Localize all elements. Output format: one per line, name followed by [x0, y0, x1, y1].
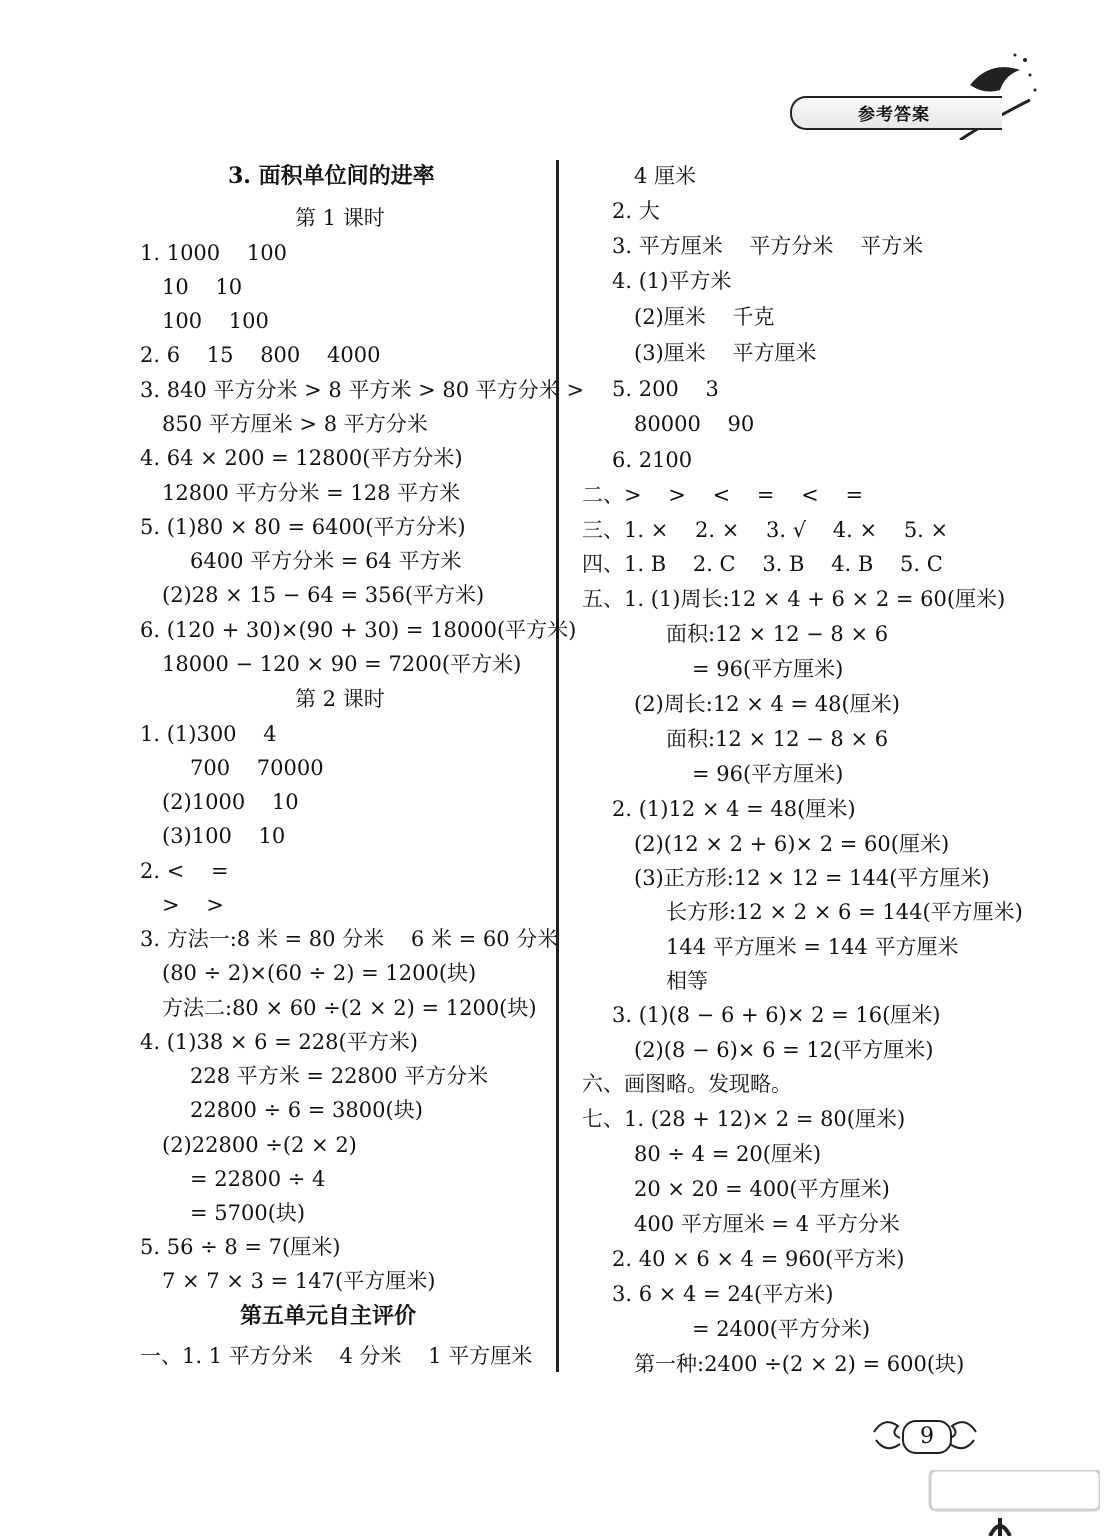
answer-line: 3. (1)(8 − 6 + 6)× 2 = 16(厘米) — [612, 1003, 941, 1027]
answer-line: 1. 1000 100 — [140, 241, 287, 265]
answer-line: > > — [162, 893, 224, 917]
answer-line: 2. 大 — [612, 199, 660, 223]
answer-line: (2)周长:12 × 4 = 48(厘米) — [634, 692, 900, 716]
answer-line: = 96(平方厘米) — [692, 657, 844, 681]
answer-line: 面积:12 × 12 − 8 × 6 — [666, 727, 889, 751]
answer-line: 5. 56 ÷ 8 = 7(厘米) — [140, 1235, 341, 1259]
answer-line: 3. 840 平方分米 > 8 平方米 > 80 平方分米 > — [140, 378, 585, 402]
answer-line: = 2400(平方分米) — [692, 1317, 871, 1341]
answer-line: 4 厘米 — [634, 164, 697, 188]
answer-line: 五、1. (1)周长:12 × 4 + 6 × 2 = 60(厘米) — [582, 587, 1006, 611]
answer-line: 12800 平方分米 = 128 平方米 — [162, 481, 461, 505]
answer-line: 三、1. × 2. × 3. √ 4. × 5. × — [582, 518, 949, 542]
answer-line: (2)1000 10 — [162, 790, 299, 814]
answer-line: 3. 方法一:8 米 = 80 分米 6 米 = 60 分米 — [140, 927, 559, 951]
lesson-heading-1: 第 1 课时 — [295, 206, 385, 230]
answer-line: 18000 − 120 × 90 = 7200(平方米) — [162, 652, 522, 676]
answer-line: 2. < = — [140, 859, 229, 883]
lesson-heading-2: 第 2 课时 — [295, 687, 385, 711]
answer-line: (3)100 10 — [162, 824, 286, 848]
answer-line: 80 ÷ 4 = 20(厘米) — [634, 1142, 822, 1166]
answer-line: 6. (120 + 30)×(90 + 30) = 18000(平方米) — [140, 618, 577, 642]
answer-line: 228 平方米 = 22800 平方分米 — [190, 1064, 489, 1088]
answer-line: 22800 ÷ 6 = 3800(块) — [190, 1098, 423, 1122]
answer-line: 2. (1)12 × 4 = 48(厘米) — [612, 797, 856, 821]
answer-line: 20 × 20 = 400(平方厘米) — [634, 1177, 890, 1201]
answer-line: 5. 200 3 — [612, 377, 719, 401]
answer-line: 面积:12 × 12 − 8 × 6 — [666, 622, 889, 646]
answer-line: 850 平方厘米 > 8 平方分米 — [162, 412, 428, 436]
unit-eval-heading: 第五单元自主评价 — [240, 1303, 417, 1329]
answer-line: (3)厘米 平方厘米 — [634, 341, 817, 365]
answer-line: 方法二:80 × 60 ÷(2 × 2) = 1200(块) — [162, 996, 537, 1020]
answer-line: 100 100 — [162, 309, 269, 333]
answer-line: 二、> > < = < = — [582, 483, 864, 507]
answer-line: 700 70000 — [190, 756, 324, 780]
answer-line: = 5700(块) — [190, 1201, 306, 1225]
header-label: 参考答案 — [858, 105, 930, 125]
answer-line: (2)(8 − 6)× 6 = 12(平方厘米) — [634, 1038, 934, 1062]
answer-line: (2)(12 × 2 + 6)× 2 = 60(厘米) — [634, 832, 950, 856]
answer-line: 400 平方厘米 = 4 平方分米 — [634, 1212, 900, 1236]
answer-line: 6. 2100 — [612, 448, 693, 472]
column-divider — [556, 160, 559, 1372]
answer-line: 2. 6 15 800 4000 — [140, 343, 381, 367]
answer-line: (2)厘米 千克 — [634, 305, 775, 329]
answer-line: 4. (1)38 × 6 = 228(平方米) — [140, 1030, 418, 1054]
answer-line: 四、1. B 2. C 3. B 4. B 5. C — [582, 552, 943, 576]
answer-line: 1. (1)300 4 — [140, 722, 277, 746]
answer-line: (2)22800 ÷(2 × 2) — [162, 1133, 357, 1157]
answer-line: 4. 64 × 200 = 12800(平方分米) — [140, 446, 463, 470]
answer-line: 一、1. 1 平方分米 4 分米 1 平方厘米 — [140, 1344, 533, 1368]
answer-line: 3. 平方厘米 平方分米 平方米 — [612, 234, 924, 258]
answer-line: 10 10 — [162, 275, 243, 299]
answer-line: 144 平方厘米 = 144 平方厘米 — [666, 935, 959, 959]
answer-line: 5. (1)80 × 80 = 6400(平方分米) — [140, 515, 466, 539]
answer-line: 4. (1)平方米 — [612, 269, 732, 293]
answer-line: 第一种:2400 ÷(2 × 2) = 600(块) — [634, 1352, 965, 1376]
answer-line: 6400 平方分米 = 64 平方米 — [190, 549, 462, 573]
answer-line: (80 ÷ 2)×(60 ÷ 2) = 1200(块) — [162, 961, 477, 985]
answer-line: (3)正方形:12 × 12 = 144(平方厘米) — [634, 866, 990, 890]
answer-line: 六、画图略。发现略。 — [582, 1072, 792, 1096]
answer-line: 长方形:12 × 2 × 6 = 144(平方厘米) — [666, 900, 1023, 924]
answer-line: 3. 6 × 4 = 24(平方米) — [612, 1282, 834, 1306]
answer-line: 七、1. (28 + 12)× 2 = 80(厘米) — [582, 1107, 906, 1131]
answer-line: 2. 40 × 6 × 4 = 960(平方米) — [612, 1247, 905, 1271]
section-title: 3. 面积单位间的进率 — [228, 163, 435, 189]
watermark-logo-icon — [900, 1470, 1100, 1536]
answer-line: = 22800 ÷ 4 — [190, 1167, 326, 1191]
answer-line: (2)28 × 15 − 64 = 356(平方米) — [162, 583, 485, 607]
answer-line: = 96(平方厘米) — [692, 762, 844, 786]
answer-line: 80000 90 — [634, 412, 755, 436]
page-number: 9 — [902, 1420, 952, 1454]
answer-line: 7 × 7 × 3 = 147(平方厘米) — [162, 1269, 436, 1293]
answer-line: 相等 — [666, 969, 708, 993]
